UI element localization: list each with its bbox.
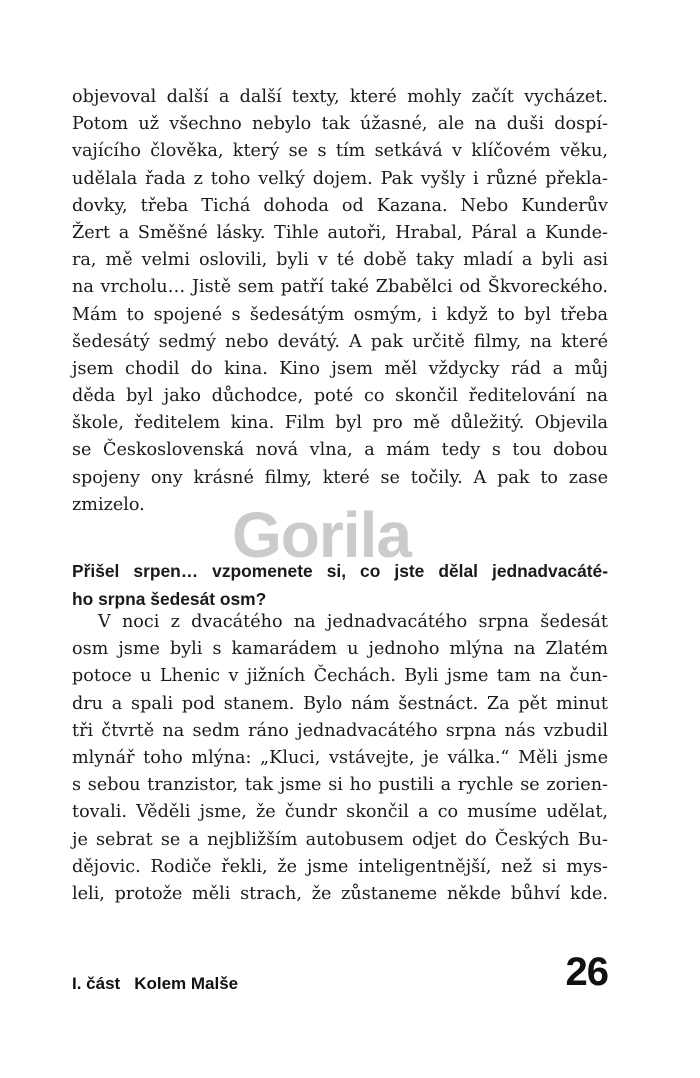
answer-line: osm jsme byli s kamarádem u jednoho mlýna na Zlatém <box>72 639 608 660</box>
answer-line: tři čtvrtě na sedm ráno jednadvacátého srpna nás vzbudil <box>72 720 608 741</box>
body-line: vajícího člověka, který se s tím setkává v klíčovém věku, <box>72 141 608 162</box>
body-line: Mám to spojené s šedesátým osmým, i když to byl třeba <box>72 304 608 325</box>
body-line: Potom už všechno nebylo tak úžasné, ale na duši dospí- <box>72 114 608 135</box>
body-line: děda byl jako důchodce, poté co skončil ředitelování na <box>72 386 608 407</box>
body-line: se Československá nová vlna, a mám tedy s tou dobou <box>72 440 608 461</box>
question-line: ho srpna šedesát osm? <box>72 589 267 609</box>
question-line: Přišel srpen… vzpomenete si, co jste dělal jednadvacáté- <box>72 561 608 581</box>
body-line: škole, ředitelem kina. Film byl pro mě důležitý. Objevila <box>72 413 608 434</box>
body-line: dovky, třeba Tichá dohoda od Kazana. Nebo Kunderův <box>72 195 608 216</box>
running-footer <box>72 974 238 994</box>
gorila-watermark: Gorila <box>232 499 411 571</box>
answer-line: dru a spali pod stanem. Bylo nám šestnáct. Za pět minut <box>72 693 608 714</box>
body-line: zmizelo. <box>72 494 145 515</box>
answer-line: potoce u Lhenic v jižních Čechách. Byli jsme tam na čun- <box>72 666 608 687</box>
answer-line: mlynář toho mlýna: „Kluci, vstávejte, je válka.“ Měli jsme <box>72 747 608 768</box>
body-line: ra, mě velmi oslovili, byli v té době taky mladí a byli asi <box>72 250 608 271</box>
body-paragraph <box>72 84 608 519</box>
interview-question <box>72 557 608 613</box>
answer-line: V noci z dvacátého na jednadvacátého srpna šedesát <box>98 612 608 632</box>
body-line: jsem chodil do kina. Kino jsem měl vždycky rád a můj <box>72 358 608 379</box>
page-number: 26 <box>565 950 608 994</box>
answer-line: dějovic. Rodiče řekli, že jsme inteligentnější, než si mys- <box>72 856 608 877</box>
answer-line: leli, protože měli strach, že zůstaneme někde bůhví kde. <box>72 883 608 904</box>
answer-line: s sebou tranzistor, tak jsme si ho pustili a rychle se zorien- <box>72 775 608 796</box>
interview-answer <box>72 609 608 908</box>
body-line: na vrcholu… Jistě sem patří také Zbabělci od Škvoreckého. <box>72 277 608 298</box>
body-line: udělala řada z toho velký dojem. Pak vyšly i různé překla- <box>72 168 608 189</box>
footer-chapter: Kolem Malše <box>134 974 239 993</box>
footer-part: I. část <box>72 974 121 993</box>
body-line: objevoval další a další texty, které mohly začít vycházet. <box>72 87 608 107</box>
body-line: šedesátý sedmý nebo devátý. A pak určitě filmy, na které <box>72 331 608 352</box>
answer-line: tovali. Věděli jsme, že čundr skončil a co musíme udělat, <box>72 802 608 823</box>
body-line: spojeny ony krásné filmy, které se točily. A pak to zase <box>72 467 608 488</box>
answer-line: je sebrat se a nejbližším autobusem odjet do Českých Bu- <box>72 829 608 850</box>
body-line: Žert a Směšné lásky. Tihle autoři, Hrabal, Páral a Kunde- <box>72 222 608 243</box>
